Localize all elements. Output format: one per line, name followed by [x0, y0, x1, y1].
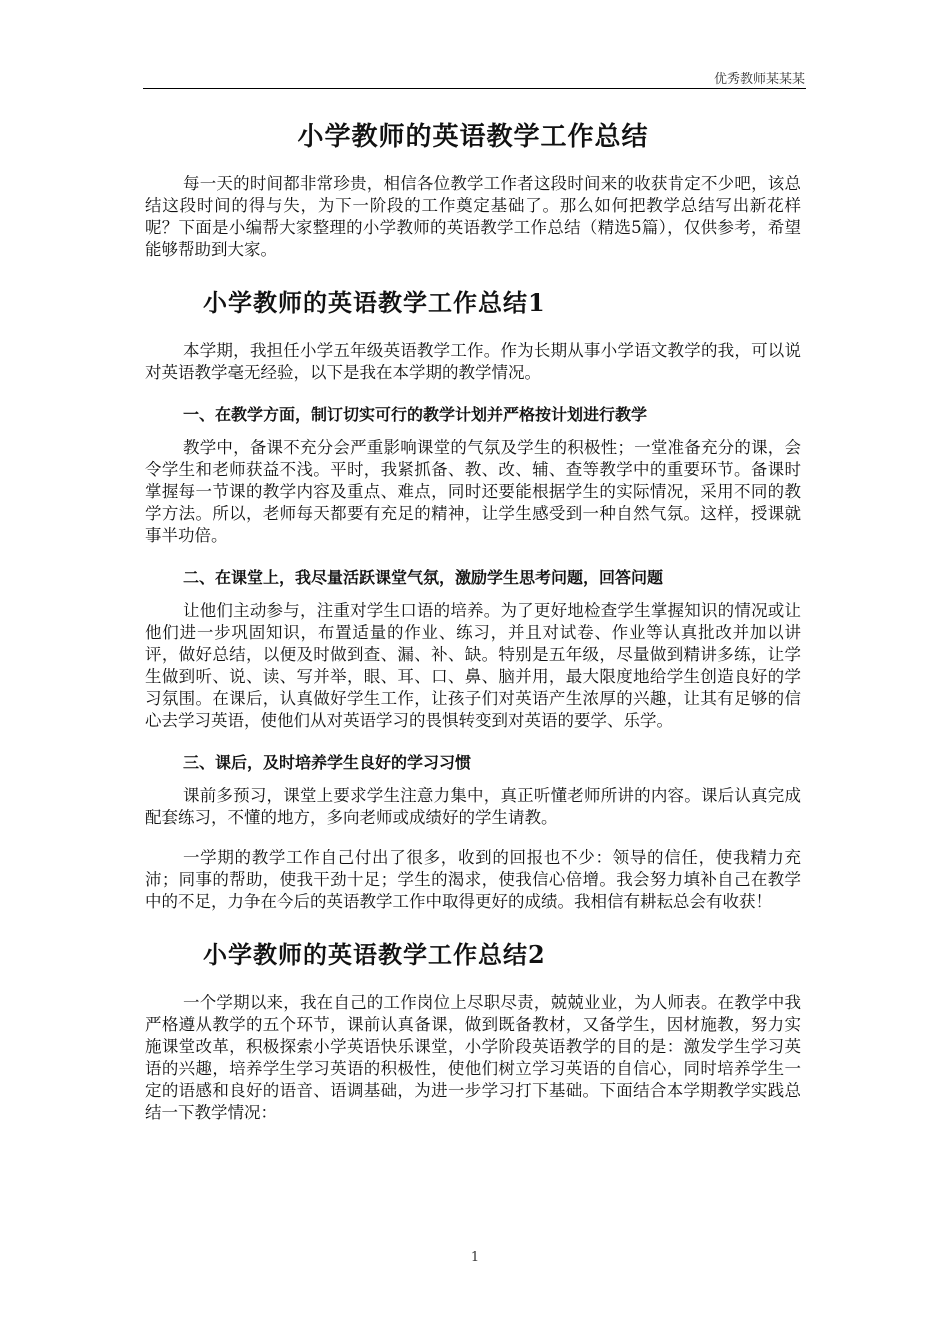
section-1-subheading-3: 三、课后，及时培养学生良好的学习习惯 — [183, 753, 472, 772]
section-1-subheading-1: 一、在教学方面，制订切实可行的教学计划并严格按计划进行教学 — [183, 405, 648, 424]
section-1-heading: 小学教师的英语教学工作总结1 — [203, 288, 546, 317]
page-number: 1 — [470, 1250, 480, 1265]
page-header-text: 优秀教师某某某 — [713, 72, 805, 87]
document-body — [145, 106, 801, 1142]
section-1-paragraph: 课前多预习，课堂上要求学生注意力集中，真正听懂老师所讲的内容。课后认真完成配套练习，不懂的地方，多向老师或成绩好的学生请教。 — [145, 786, 801, 827]
section-2-heading: 小学教师的英语教学工作总结2 — [203, 940, 546, 969]
section-1-paragraph: 本学期，我担任小学五年级英语教学工作。作为长期从事小学语文教学的我，可以说对英语教学毫无经验，以下是我在本学期的教学情况。 — [145, 341, 801, 382]
section-1-subheading-2: 二、在课堂上，我尽量活跃课堂气氛，激励学生思考问题，回答问题 — [183, 568, 664, 587]
section-1-paragraph: 让他们主动参与，注重对学生口语的培养。为了更好地检查学生掌握知识的情况或让他们进一步巩固知识，布置适量的作业、练习，并且对试卷、作业等认真批改并加以讲评，做好总结，以便及时做到查、漏、补、缺。特别是五年级，尽量做到精讲多练，让学生做到听、说、读、写并举，眼、耳、口、鼻、脑并用，最大限度地给学生创造良好的学习氛围。在课后，认真做好学生工作，让孩子们对英语产生浓厚的兴趣，让其有足够的信心去学习英语，使他们从对英语学习的畏惧转变到对英语的要学、乐学。 — [145, 601, 801, 730]
section-1-paragraph: 教学中，备课不充分会严重影响课堂的气氛及学生的积极性；一堂准备充分的课，会令学生和老师获益不浅。平时，我紧抓备、教、改、辅、查等教学中的重要环节。备课时掌握每一节课的教学内容及重点、难点，同时还要能根据学生的实际情况，采用不同的教学方法。所以，老师每天都要有充足的精神，让学生感受到一种自然气氛。这样，授课就事半功倍。 — [145, 438, 801, 545]
section-1-paragraph: 一学期的教学工作自己付出了很多，收到的回报也不少：领导的信任，使我精力充沛；同事的帮助，使我干劲十足；学生的渴求，使我信心倍增。我会努力填补自己在教学中的不足，力争在今后的英语教学工作中取得更好的成绩。我相信有耕耘总会有收获！ — [145, 848, 801, 911]
header-divider — [143, 88, 806, 89]
section-2-paragraph: 一个学期以来，我在自己的工作岗位上尽职尽责，兢兢业业，为人师表。在教学中我严格遵从教学的五个环节，课前认真备课，做到既备教材，又备学生，因材施教，努力实施课堂改革，积极探索小学英语快乐课堂，小学阶段英语教学的目的是：激发学生学习英语的兴趣，培养学生学习英语的积极性，使他们树立学习英语的自信心，同时培养学生一定的语感和良好的语音、语调基础，为进一步学习打下基础。下面结合本学期教学实践总结一下教学情况： — [145, 993, 801, 1122]
intro-paragraph: 每一天的时间都非常珍贵，相信各位教学工作者这段时间来的收获肯定不少吧，该总结这段时间的得与失，为下一阶段的工作奠定基础了。那么如何把教学总结写出新花样呢？下面是小编帮大家整理的小学教师的英语教学工作总结（精选5篇），仅供参考，希望能够帮助到大家。 — [145, 174, 801, 259]
document-title: 小学教师的英语教学工作总结 — [297, 122, 649, 152]
